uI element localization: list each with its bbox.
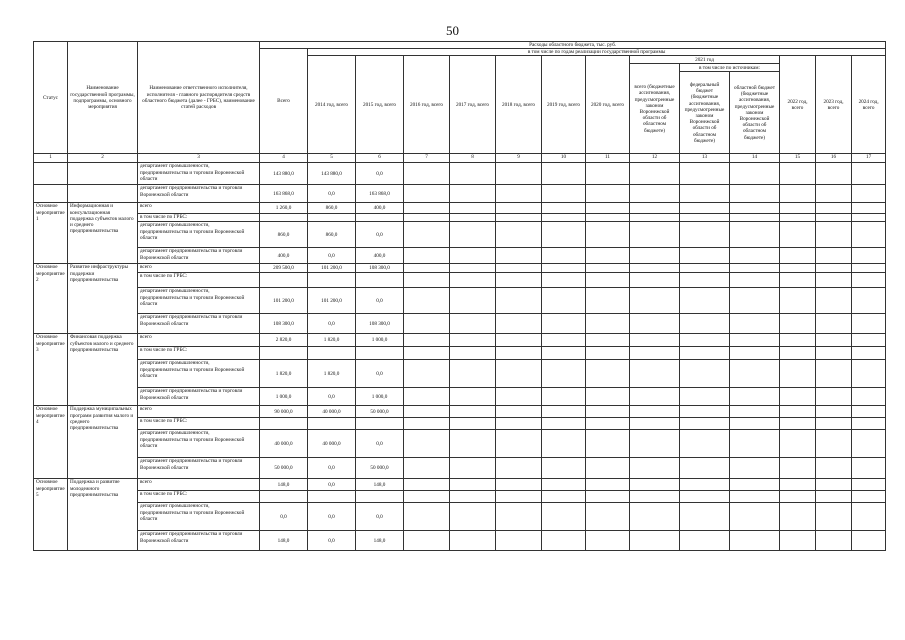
cell-total: 108 300,0 (260, 314, 308, 334)
program-name-cell: Поддержка и развитие молодежного предпринимательства (68, 479, 138, 551)
cell-total: 50 000,0 (260, 458, 308, 479)
header-executor: Наименование ответственного исполнителя, исполнителя - главного распорядителя средств областного бюджета (далее - ГРБС), наименование статей расходов (138, 42, 260, 154)
row-label: департамент предпринимательства и торговли Воронежской области (138, 314, 260, 334)
cell-total: 90 000,0 (260, 406, 308, 418)
cell-2015: 1 000,0 (356, 388, 404, 406)
cell-2015: 50 000,0 (356, 458, 404, 479)
cell-total: 2 820,0 (260, 334, 308, 347)
row-label: департамент промышленности, предпринимательства и торговли Воронежской области (138, 360, 260, 388)
column-number: 4 (260, 154, 308, 163)
header-2021: 2021 год (630, 56, 780, 64)
row-label: всего (138, 334, 260, 347)
table-row (34, 458, 886, 479)
header-2014: 2014 год, всего (308, 56, 356, 154)
cell-2015: 400,0 (356, 248, 404, 264)
column-number: 15 (780, 154, 816, 163)
cell-total: 163 868,0 (260, 185, 308, 203)
column-number: 7 (404, 154, 450, 163)
header-2019: 2019 год, всего (542, 56, 586, 154)
row-label: департамент предпринимательства и торговли Воронежской области (138, 248, 260, 264)
column-number: 14 (730, 154, 780, 163)
row-label: всего (138, 203, 260, 214)
row-label: департамент предпринимательства и торговли Воронежской области (138, 185, 260, 203)
row-label: департамент промышленности, предпринимательства и торговли Воронежской области (138, 503, 260, 531)
table-row (34, 273, 886, 288)
cell-2014: 101 200,0 (308, 288, 356, 314)
cell-2015: 0,0 (356, 503, 404, 531)
cell-total: 1 820,0 (260, 360, 308, 388)
table-row (34, 406, 886, 418)
column-number: 9 (496, 154, 542, 163)
program-name-cell: Финансовая поддержка субъектов малого и среднего предпринимательства (68, 334, 138, 406)
header-budget-expenses: Расходы областного бюджета, тыс. руб. (260, 42, 886, 49)
table-row (34, 430, 886, 458)
row-label: в том числе по ГРБС: (138, 273, 260, 288)
cell-total: 40 000,0 (260, 430, 308, 458)
cell-2014: 860,0 (308, 203, 356, 214)
header-2017: 2017 год, всего (450, 56, 496, 154)
header-status: Статус (34, 42, 68, 154)
column-number: 17 (852, 154, 886, 163)
table-header (34, 42, 886, 154)
table-row (34, 347, 886, 360)
table-row (34, 203, 886, 214)
row-label: всего (138, 406, 260, 418)
table-row (34, 314, 886, 334)
cell-2014: 0,0 (308, 388, 356, 406)
cell-2015: 50 000,0 (356, 406, 404, 418)
row-label: департамент промышленности, предпринимательства и торговли Воронежской области (138, 163, 260, 185)
table-row (34, 388, 886, 406)
row-label: всего (138, 479, 260, 491)
cell-2014: 0,0 (308, 458, 356, 479)
budget-table (33, 41, 886, 551)
header-2022: 2022 год, всего (780, 56, 816, 154)
cell-total: 1 260,0 (260, 203, 308, 214)
cell-2014: 40 000,0 (308, 430, 356, 458)
row-label: департамент предпринимательства и торговли Воронежской области (138, 458, 260, 479)
cell-2014: 1 820,0 (308, 360, 356, 388)
cell-total: 143 880,0 (260, 163, 308, 185)
column-number: 13 (680, 154, 730, 163)
cell-2015: 0,0 (356, 222, 404, 248)
cell-total: 148,0 (260, 479, 308, 491)
table-row (34, 214, 886, 222)
column-number: 12 (630, 154, 680, 163)
column-number: 3 (138, 154, 260, 163)
program-name-cell: Информационная и консультационная поддержка субъектов малого и среднего предпринимательства (68, 203, 138, 264)
table-row (34, 334, 886, 347)
row-label: департамент промышленности, предпринимательства и торговли Воронежской области (138, 222, 260, 248)
status-cell: Основное мероприятие 2 (34, 264, 68, 334)
cell-2015: 0,0 (356, 360, 404, 388)
cell-2015: 1 000,0 (356, 334, 404, 347)
cell-total: 400,0 (260, 248, 308, 264)
table-row (34, 503, 886, 531)
cell-2015: 108 300,0 (356, 264, 404, 273)
status-cell: Основное мероприятие 5 (34, 479, 68, 551)
table-row (34, 163, 886, 185)
cell-2014: 0,0 (308, 248, 356, 264)
row-label: департамент промышленности, предпринимательства и торговли Воронежской области (138, 288, 260, 314)
table-row (34, 264, 886, 273)
header-2023: 2023 год, всего (816, 56, 852, 154)
column-number: 1 (34, 154, 68, 163)
cell-2014: 1 820,0 (308, 334, 356, 347)
page-number: 50 (446, 23, 459, 38)
header-2018: 2018 год, всего (496, 56, 542, 154)
table-row (34, 360, 886, 388)
cell-2014: 0,0 (308, 503, 356, 531)
header-program-name: Наименование государственной программы, подпрограммы, основного мероприятия (68, 42, 138, 154)
row-label: департамент промышленности, предпринимательства и торговли Воронежской области (138, 430, 260, 458)
cell-2014: 0,0 (308, 314, 356, 334)
program-name-cell: Поддержка муниципальных программ развития малого и среднего предпринимательства (68, 406, 138, 479)
cell-2015: 0,0 (356, 163, 404, 185)
header-2020: 2020 год, всего (586, 56, 630, 154)
header-total: Всего (260, 49, 308, 154)
table-body (34, 154, 886, 551)
header-2016: 2016 год, всего (404, 56, 450, 154)
cell-2014: 860,0 (308, 222, 356, 248)
row-label: всего (138, 264, 260, 273)
cell-2015: 0,0 (356, 288, 404, 314)
header-2024: 2024 год, всего (852, 56, 886, 154)
cell-2014: 0,0 (308, 531, 356, 551)
table-row (34, 222, 886, 248)
row-label: в том числе по ГРБС: (138, 418, 260, 430)
table-row (34, 185, 886, 203)
cell-total: 860,0 (260, 222, 308, 248)
cell-2015: 148,0 (356, 479, 404, 491)
row-label: департамент предпринимательства и торговли Воронежской области (138, 388, 260, 406)
cell-2014: 143 880,0 (308, 163, 356, 185)
column-number: 11 (586, 154, 630, 163)
cell-2014: 40 000,0 (308, 406, 356, 418)
column-number: 6 (356, 154, 404, 163)
header-incl-sources: в том числе по источникам: (680, 64, 780, 72)
column-numbers-row (34, 154, 886, 163)
cell-total: 101 200,0 (260, 288, 308, 314)
cell-2015: 400,0 (356, 203, 404, 214)
header-regional: областной бюджет (бюджетные ассигнования, предусмотренные законом Воронежской области об областном бюджете) (730, 72, 780, 154)
cell-total: 209 500,0 (260, 264, 308, 273)
cell-total: 0,0 (260, 503, 308, 531)
header-federal: федеральный бюджет (бюджетные ассигнования, предусмотренные законом Воронежской области об областном бюджете) (680, 72, 730, 154)
cell-2015: 163 868,0 (356, 185, 404, 203)
status-cell: Основное мероприятие 1 (34, 203, 68, 264)
table-row (34, 248, 886, 264)
cell-2015: 148,0 (356, 531, 404, 551)
row-label: в том числе по ГРБС: (138, 347, 260, 360)
cell-2014: 0,0 (308, 185, 356, 203)
table-row (34, 479, 886, 491)
status-cell: Основное мероприятие 4 (34, 406, 68, 479)
cell-2014: 101 200,0 (308, 264, 356, 273)
column-number: 8 (450, 154, 496, 163)
table-row (34, 491, 886, 503)
cell-total: 148,0 (260, 531, 308, 551)
column-number: 5 (308, 154, 356, 163)
table-row (34, 531, 886, 551)
row-label: в том числе по ГРБС: (138, 491, 260, 503)
header-by-years: в том числе по годам реализации государственной программы (308, 49, 886, 56)
cell-2014: 0,0 (308, 479, 356, 491)
cell-2015: 108 300,0 (356, 314, 404, 334)
status-cell: Основное мероприятие 3 (34, 334, 68, 406)
column-number: 10 (542, 154, 586, 163)
row-label: в том числе по ГРБС: (138, 214, 260, 222)
table-row (34, 288, 886, 314)
row-label: департамент предпринимательства и торговли Воронежской области (138, 531, 260, 551)
program-name-cell: Развитие инфраструктуры поддержки предпринимательства (68, 264, 138, 334)
header-2021-total: всего (бюджетные ассигнования, предусмотренные законом Воронежской области об областном бюджете) (630, 64, 680, 154)
cell-total: 1 000,0 (260, 388, 308, 406)
column-number: 16 (816, 154, 852, 163)
header-2015: 2015 год, всего (356, 56, 404, 154)
column-number: 2 (68, 154, 138, 163)
table-row (34, 418, 886, 430)
cell-2015: 0,0 (356, 430, 404, 458)
